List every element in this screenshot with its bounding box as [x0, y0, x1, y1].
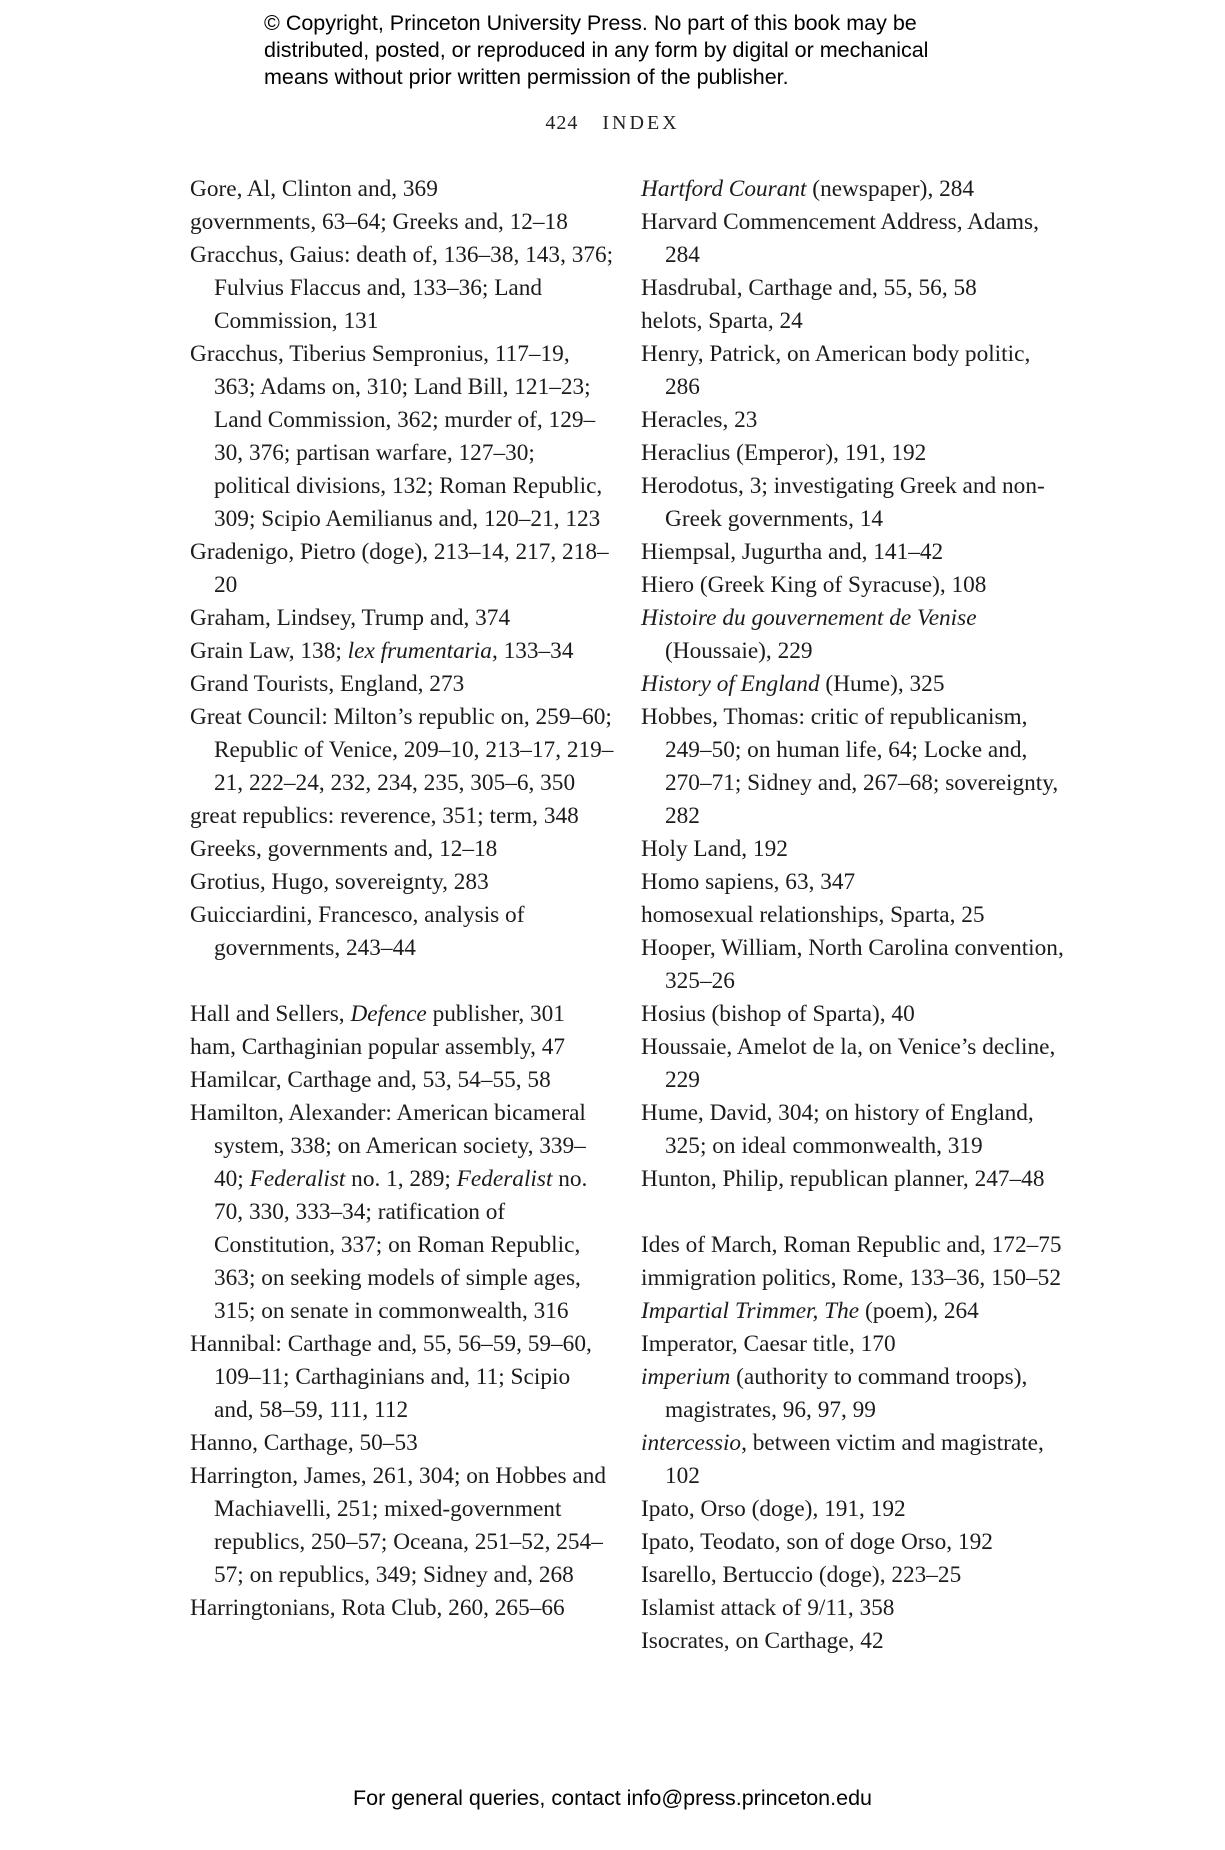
index-column-left — [190, 173, 615, 1625]
index-entry: Gradenigo, Pietro (doge), 213–14, 217, 218–20 — [190, 539, 609, 598]
entry-text: Hall and Sellers, — [190, 1001, 351, 1027]
page-number: 424 — [545, 112, 579, 134]
index-entry: Harringtonians, Rota Club, 260, 265–66 — [190, 1595, 565, 1621]
index-entry — [190, 635, 615, 668]
entry-italic-text: Federalist — [456, 1166, 553, 1192]
index-entry: Gracchus, Gaius: death of, 136–38, 143, 376; Fulvius Flaccus and, 133–36; Land Commission, 131 — [190, 242, 614, 334]
letter-group-gap — [641, 1196, 1066, 1229]
index-entry: Harrington, James, 261, 304; on Hobbes and Machiavelli, 251; mixed-government republics, 250–57; Oceana, 251–52, 254–57; on republics, 349; Sidney and, 268 — [190, 1463, 607, 1588]
index-entry: Great Council: Milton’s republic on, 259–60; Republic of Venice, 209–10, 213–17, 219–21, 222–24, 232, 234, 235, 305–6, 350 — [190, 704, 614, 796]
index-entry: Hiempsal, Jugurtha and, 141–42 — [641, 539, 944, 565]
entry-text: Grain Law, 138; — [190, 638, 348, 664]
index-entry: Holy Land, 192 — [641, 836, 788, 862]
running-head — [0, 112, 1225, 135]
index-entry: Hooper, William, North Carolina convention, 325–26 — [641, 935, 1064, 994]
index-entry: Grotius, Hugo, sovereignty, 283 — [190, 869, 489, 895]
index-entry — [641, 173, 1066, 206]
index-entry: Henry, Patrick, on American body politic, 286 — [641, 341, 1031, 400]
index-entry: Homo sapiens, 63, 347 — [641, 869, 856, 895]
copyright-line: means without prior written permission of the publisher. — [264, 65, 789, 89]
index-entry: helots, Sparta, 24 — [641, 308, 803, 334]
entry-italic-text: Federalist — [249, 1166, 346, 1192]
entry-text: (Houssaie), 229 — [665, 638, 813, 664]
index-entry: Islamist attack of 9/11, 358 — [641, 1595, 895, 1621]
entry-italic-text: Impartial Trimmer, The — [641, 1298, 860, 1324]
entry-italic-text: Hartford Courant — [641, 176, 807, 202]
index-entry: homosexual relationships, Sparta, 25 — [641, 902, 985, 928]
index-entry: Heraclius (Emperor), 191, 192 — [641, 440, 927, 466]
index-entry: Isocrates, on Carthage, 42 — [641, 1628, 884, 1654]
entry-italic-text: imperium — [641, 1364, 731, 1390]
index-entry — [190, 1097, 615, 1328]
index-entry: Graham, Lindsey, Trump and, 374 — [190, 605, 511, 631]
index-entry: Imperator, Caesar title, 170 — [641, 1331, 896, 1357]
index-entry: ham, Carthaginian popular assembly, 47 — [190, 1034, 566, 1060]
index-entry: Hamilcar, Carthage and, 53, 54–55, 58 — [190, 1067, 551, 1093]
section-title: INDEX — [602, 112, 680, 134]
index-entry: Guicciardini, Francesco, analysis of governments, 243–44 — [190, 902, 525, 961]
entry-text: (authority to command troops), magistrates, 96, 97, 99 — [665, 1364, 1028, 1423]
entry-text: Hamilton, Alexander: American bicameral system, 338; on American society, 339–40; — [190, 1100, 586, 1192]
entry-italic-text: intercessio — [641, 1430, 742, 1456]
entry-text: no. 70, 330, 333–34; ratification of Constitution, 337; on Roman Republic, 363; on seeking models of simple ages, 315; on senate in commonwealth, 316 — [214, 1166, 588, 1324]
index-entry: Ipato, Orso (doge), 191, 192 — [641, 1496, 906, 1522]
index-entry: Hume, David, 304; on history of England, 325; on ideal commonwealth, 319 — [641, 1100, 1034, 1159]
index-entry: governments, 63–64; Greeks and, 12–18 — [190, 209, 568, 235]
index-entry: Greeks, governments and, 12–18 — [190, 836, 498, 862]
index-entry — [641, 668, 1066, 701]
entry-text: , between victim and magistrate, 102 — [665, 1430, 1044, 1489]
index-entry — [641, 1295, 1066, 1328]
index-entry: Hosius (bishop of Sparta), 40 — [641, 1001, 915, 1027]
index-entry: Herodotus, 3; investigating Greek and non-Greek governments, 14 — [641, 473, 1045, 532]
entry-text: (poem), 264 — [859, 1298, 979, 1324]
entry-text: , 133–34 — [491, 638, 574, 664]
index-entry: Heracles, 23 — [641, 407, 758, 433]
index-entry: Hanno, Carthage, 50–53 — [190, 1430, 418, 1456]
entry-italic-text: lex frumentaria — [347, 638, 492, 664]
entry-text: publisher, 301 — [426, 1001, 565, 1027]
entry-text: (newspaper), 284 — [806, 176, 975, 202]
copyright-notice — [264, 10, 1024, 91]
index-entry: Hobbes, Thomas: critic of republicanism, 249–50; on human life, 64; Locke and, 270–71; Sidney and, 267–68; sovereignty, 282 — [641, 704, 1059, 829]
index-column-right — [641, 173, 1066, 1658]
index-entry: Houssaie, Amelot de la, on Venice’s decline, 229 — [641, 1034, 1056, 1093]
index-entry: Grand Tourists, England, 273 — [190, 671, 465, 697]
index-entry: Hasdrubal, Carthage and, 55, 56, 58 — [641, 275, 977, 301]
index-entry — [641, 1361, 1066, 1427]
index-entry: Ides of March, Roman Republic and, 172–75 — [641, 1232, 1062, 1258]
index-entry: Hunton, Philip, republican planner, 247–48 — [641, 1166, 1045, 1192]
index-entry: Isarello, Bertuccio (doge), 223–25 — [641, 1562, 962, 1588]
copyright-line: © Copyright, Princeton University Press. No part of this book may be — [264, 11, 917, 35]
index-entry: Hannibal: Carthage and, 55, 56–59, 59–60, 109–11; Carthaginians and, 11; Scipio and, 58–59, 111, 112 — [190, 1331, 592, 1423]
index-entry: Gore, Al, Clinton and, 369 — [190, 176, 438, 202]
index-entry — [641, 602, 1066, 668]
entry-italic-text: Histoire du gouvernement de Venise — [641, 605, 977, 631]
index-entry: Hiero (Greek King of Syracuse), 108 — [641, 572, 987, 598]
entry-text: no. 1, 289; — [345, 1166, 457, 1192]
copyright-line: distributed, posted, or reproduced in any form by digital or mechanical — [264, 38, 929, 62]
index-entry: Harvard Commencement Address, Adams, 284 — [641, 209, 1039, 268]
entry-italic-text: Defence — [350, 1001, 427, 1027]
index-entry — [641, 1427, 1066, 1493]
index-entry: Ipato, Teodato, son of doge Orso, 192 — [641, 1529, 993, 1555]
index-entry: Gracchus, Tiberius Sempronius, 117–19, 363; Adams on, 310; Land Bill, 121–23; Land Commission, 362; murder of, 129–30, 376; partisan warfare, 127–30; political divisions, 132; Roman Republic, 309; Scipio Aemilianus and, 120–21, 123 — [190, 341, 603, 532]
letter-group-gap — [190, 965, 615, 998]
entry-text: (Hume), 325 — [819, 671, 945, 697]
index-entry: immigration politics, Rome, 133–36, 150–52 — [641, 1265, 1061, 1291]
index-entry: great republics: reverence, 351; term, 348 — [190, 803, 579, 829]
index-entry — [190, 998, 615, 1031]
entry-italic-text: History of England — [641, 671, 820, 697]
footer-contact: For general queries, contact info@press.princeton.edu — [352, 1786, 872, 1810]
